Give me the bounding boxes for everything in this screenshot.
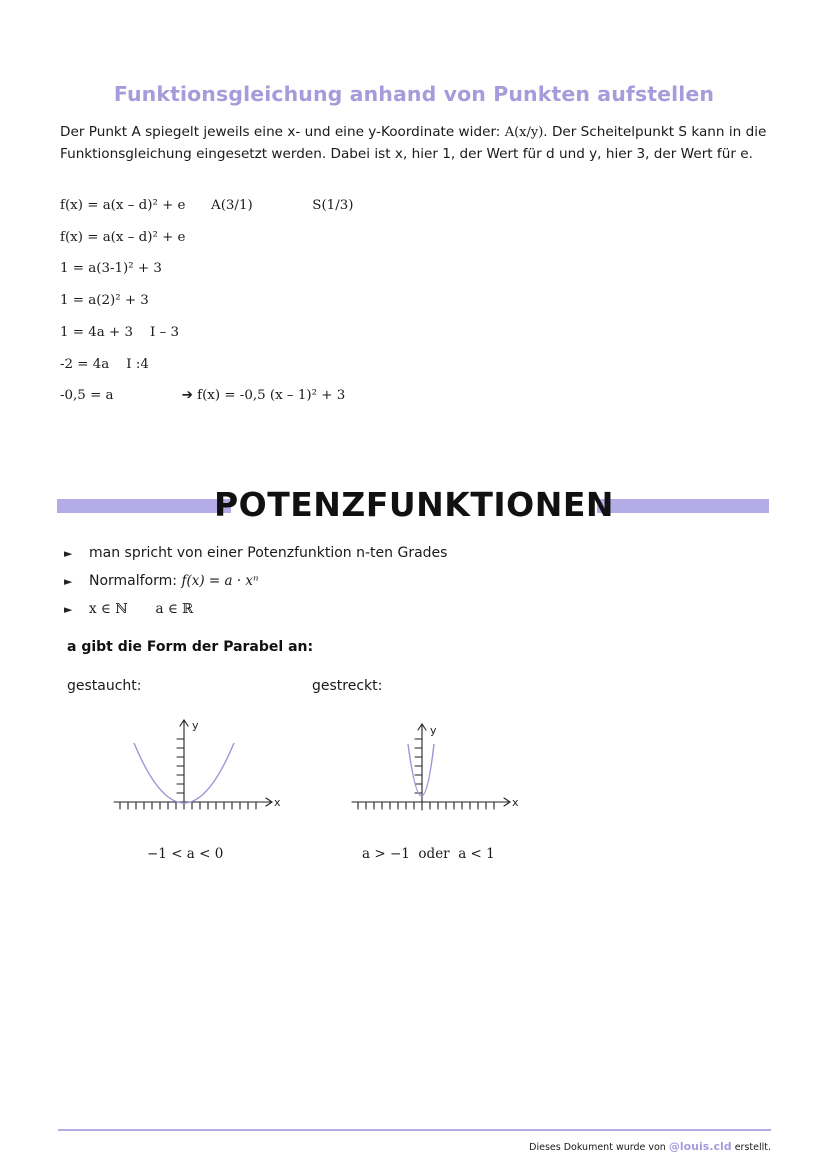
bullet-text: Normalform: xyxy=(89,573,182,589)
set-a: a ∈ ℝ xyxy=(155,601,194,617)
y-axis-label: y xyxy=(430,724,437,737)
bullet-text: man spricht von einer Potenzfunktion n-ten Grades xyxy=(89,545,448,561)
main-heading: POTENZFUNKTIONEN xyxy=(214,485,614,524)
equation-line: -0,5 = a ➔ f(x) = -0,5 (x – 1)² + 3 xyxy=(60,388,346,403)
bullet-item xyxy=(64,601,193,617)
equation-line: -2 = 4a I :4 xyxy=(60,357,149,372)
section-title: Funktionsgleichung anhand von Punkten aufstellen xyxy=(113,82,715,106)
intro-text-2: . Der Scheitelpunkt S kann in die Funktionsgleichung eingesetzt werden. Dabei ist x, hier 1, der Wert für d und y, hier 3, der Wert für e. xyxy=(60,124,767,162)
graph-label-compressed: gestaucht: xyxy=(67,678,142,694)
bullet-item xyxy=(64,545,447,561)
footer-credit xyxy=(529,1140,771,1153)
y-ticks xyxy=(415,739,422,793)
equation-line: 1 = a(3-1)² + 3 xyxy=(60,261,162,276)
normal-form-formula: f(x) = a · xⁿ xyxy=(181,573,259,589)
footer-handle-link[interactable]: @louis.cld xyxy=(668,1140,732,1153)
parabola-stretched xyxy=(408,744,434,796)
bullet-arrow-icon: ► xyxy=(64,575,73,588)
bullet-arrow-icon: ► xyxy=(64,547,73,560)
equation-line: f(x) = a(x – d)² + e xyxy=(60,230,186,245)
y-axis-label: y xyxy=(192,719,199,732)
graph-label-stretched: gestreckt: xyxy=(312,678,383,694)
subheading: a gibt die Form der Parabel an: xyxy=(67,639,314,655)
intro-text-1: Der Punkt A spiegelt jeweils eine x- und eine y-Koordinate wider: xyxy=(60,124,505,140)
set-x: x ∈ ℕ xyxy=(89,601,128,617)
footer-divider xyxy=(58,1129,771,1131)
equation-line: f(x) = a(x – d)² + e A(3/1) S(1/3) xyxy=(60,198,354,213)
bullet-arrow-icon: ► xyxy=(64,603,73,616)
equation-line: 1 = 4a + 3 I – 3 xyxy=(60,325,180,340)
intro-math: A(x/y) xyxy=(504,125,544,140)
condition-compressed: −1 < a < 0 xyxy=(147,846,224,862)
x-axis-label: x xyxy=(274,796,281,809)
bullet-item xyxy=(64,573,259,589)
graph-compressed xyxy=(110,713,290,823)
footer-text-after: erstellt. xyxy=(731,1142,771,1153)
intro-paragraph xyxy=(60,122,785,165)
footer-text-before: Dieses Dokument wurde von xyxy=(529,1142,669,1153)
condition-stretched: a > −1 oder a < 1 xyxy=(362,846,495,862)
x-axis-label: x xyxy=(512,796,519,809)
equation-line: 1 = a(2)² + 3 xyxy=(60,293,149,308)
x-ticks xyxy=(358,802,494,809)
y-ticks xyxy=(177,739,184,793)
graph-stretched xyxy=(348,718,528,823)
